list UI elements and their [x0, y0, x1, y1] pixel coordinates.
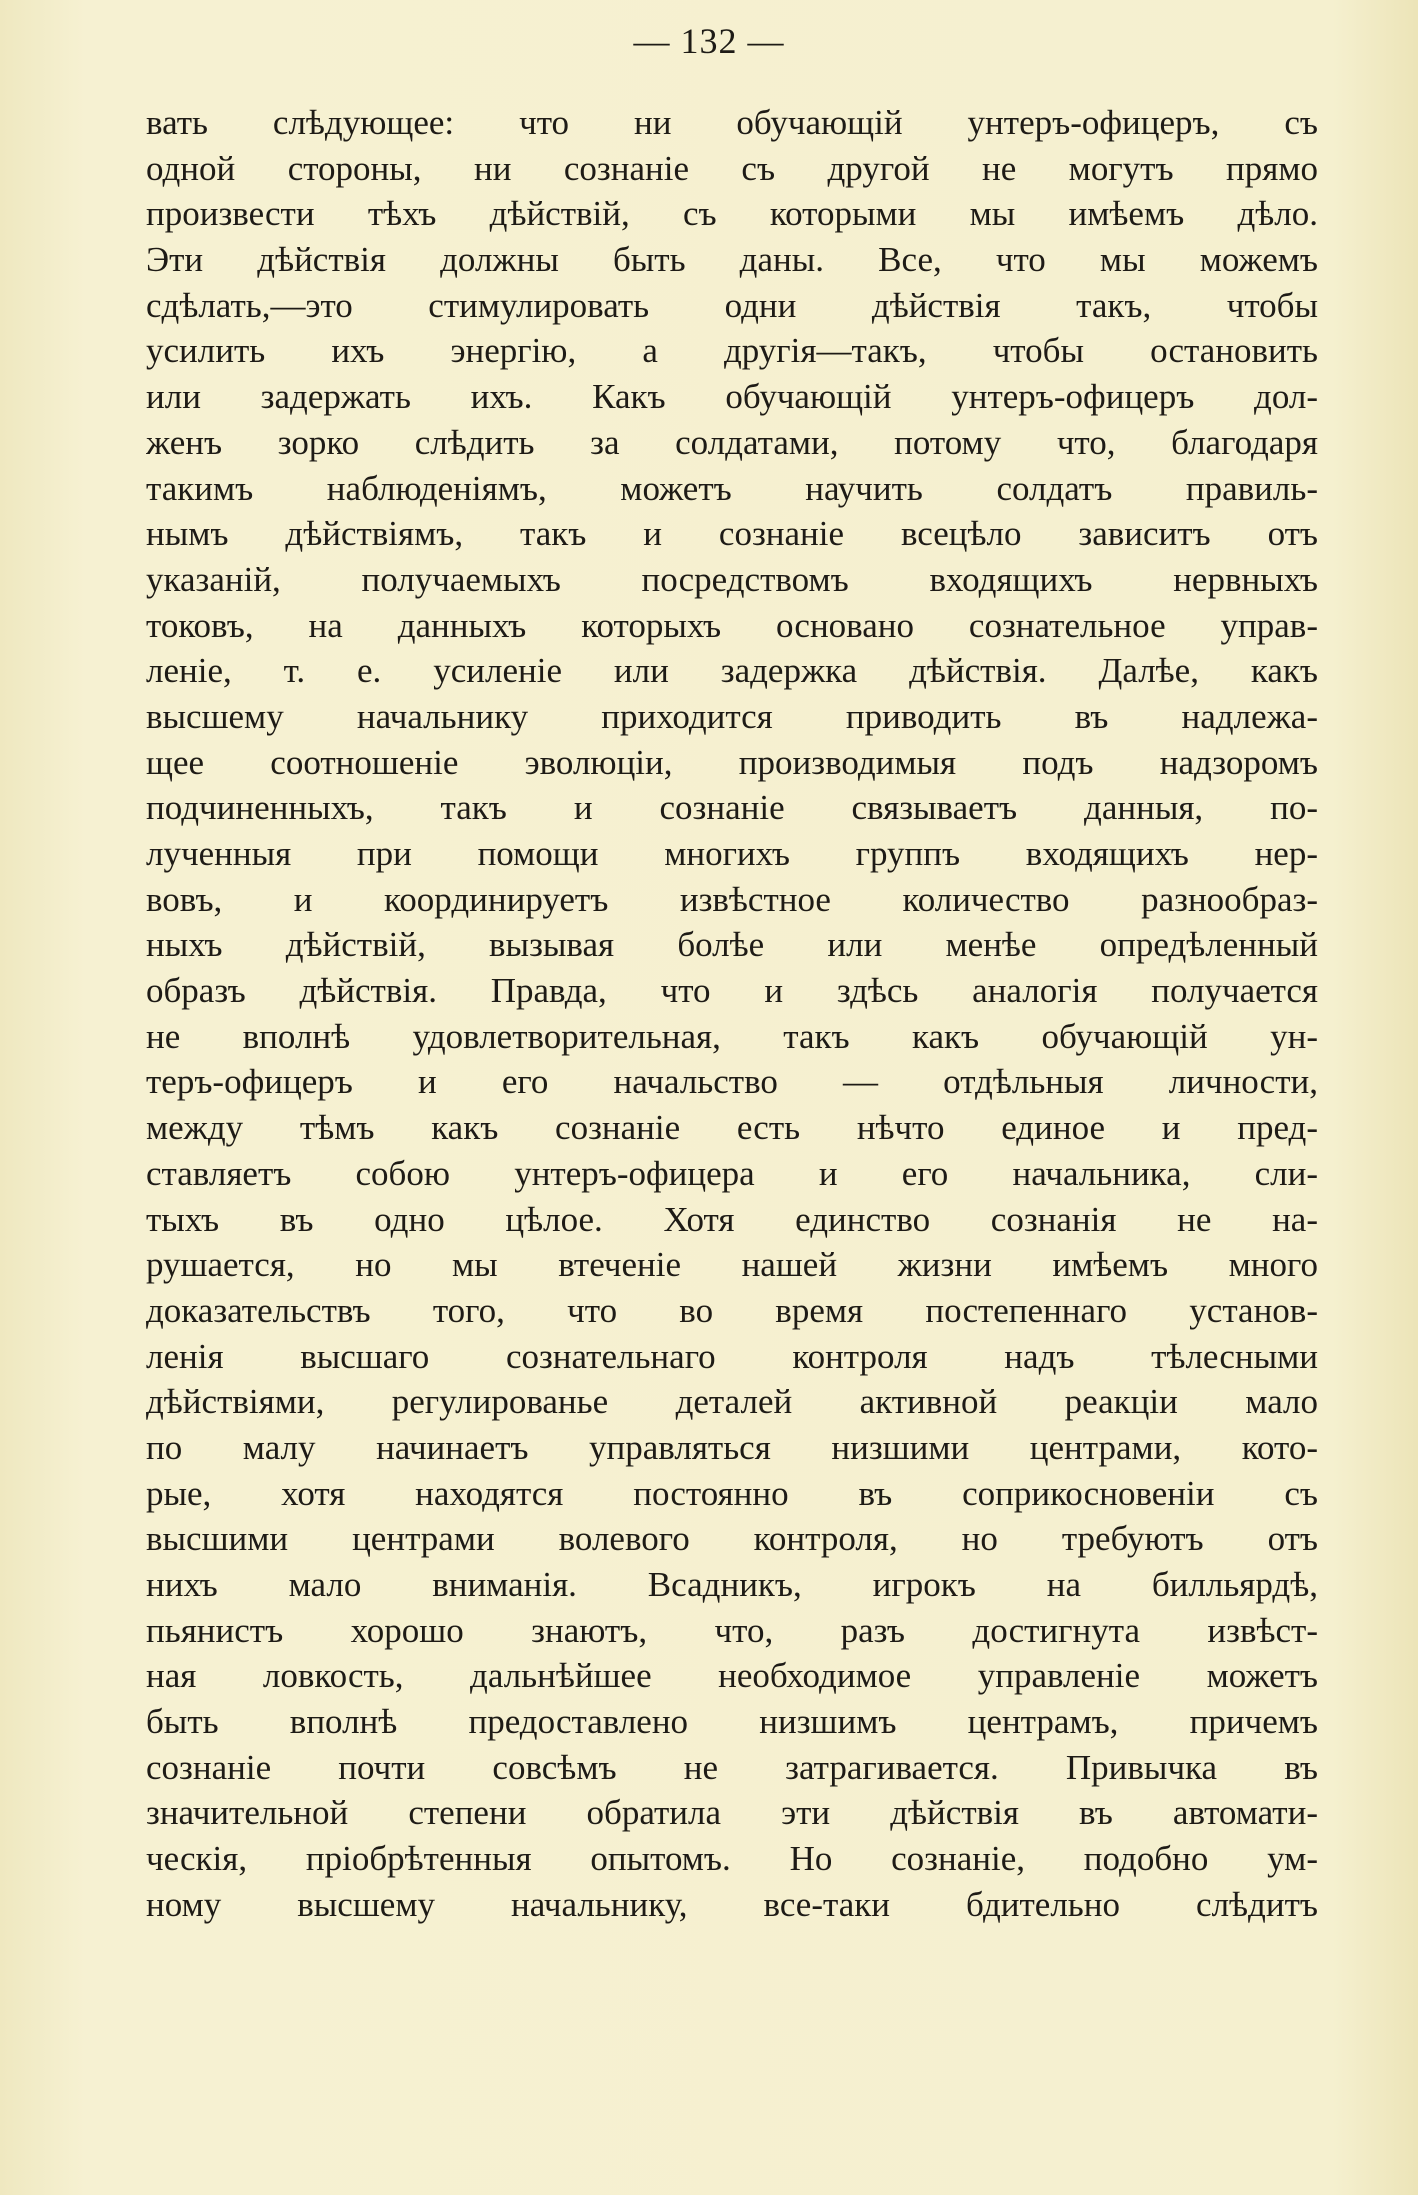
text-line: рушается, но мы втеченіе нашей жизни имѣемъ много — [146, 1245, 1318, 1285]
text-line: токовъ, на данныхъ которыхъ основано сознательное управ- — [146, 605, 1318, 645]
text-line: лученныя при помощи многихъ группъ входящихъ нер- — [146, 834, 1318, 873]
text-line: рые, хотя находятся постоянно въ соприкосновеніи съ — [146, 1473, 1318, 1513]
text-line: сознаніе почти совсѣмъ не затрагивается. Привычка въ — [146, 1747, 1318, 1787]
text-line: дѣйствіями, регулированье деталей активной реакціи мало — [146, 1382, 1318, 1422]
text-line: нымъ дѣйствіямъ, такъ и сознаніе всецѣло зависитъ отъ — [146, 514, 1318, 554]
text-line: произвести тѣхъ дѣйствій, съ которыми мы имѣемъ дѣло. — [146, 194, 1318, 234]
text-line: не вполнѣ удовлетворительная, такъ какъ обучающій ун- — [146, 1016, 1318, 1056]
text-line: ленія высшаго сознательнаго контроля надъ тѣлесными — [146, 1336, 1318, 1376]
text-line: щее соотношеніе эволюціи, производимыя подъ надзоромъ — [146, 742, 1318, 782]
text-line: по малу начинаетъ управляться низшими центрами, кото- — [146, 1427, 1318, 1467]
text-line: вовъ, и координируетъ извѣстное количество разнообраз- — [146, 879, 1318, 919]
text-line: леніе, т. е. усиленіе или задержка дѣйствія. Далѣе, какъ — [146, 651, 1318, 691]
text-line: ставляетъ собою унтеръ-офицера и его начальника, сли- — [146, 1153, 1318, 1193]
text-line: тыхъ въ одно цѣлое. Хотя единство сознанія не на- — [146, 1199, 1318, 1239]
text-line: женъ зорко слѣдить за солдатами, потому что, благодаря — [146, 422, 1318, 462]
text-line: ныхъ дѣйствій, вызывая болѣе или менѣе опредѣленный — [146, 925, 1318, 965]
text-line: быть вполнѣ предоставлено низшимъ центрамъ, причемъ — [146, 1702, 1318, 1742]
text-line: указаній, получаемыхъ посредствомъ входящихъ нервныхъ — [146, 559, 1318, 599]
text-line: нихъ мало вниманія. Всадникъ, игрокъ на билльярдѣ, — [146, 1565, 1318, 1604]
body-text — [146, 100, 1318, 1928]
text-line: теръ-офицеръ и его начальство — отдѣльныя личности, — [146, 1062, 1318, 1102]
text-line: одной стороны, ни сознаніе съ другой не могутъ прямо — [146, 148, 1318, 188]
text-line: значительной степени обратила эти дѣйствія въ автомати- — [146, 1793, 1318, 1833]
text-line: подчиненныхъ, такъ и сознаніе связываетъ данныя, по- — [146, 788, 1318, 828]
text-line: ному высшему начальнику, все-таки бдительно слѣдитъ — [146, 1884, 1318, 1924]
text-line: такимъ наблюденіямъ, можетъ научить солдатъ правиль- — [146, 468, 1318, 508]
page-number: — 132 — — [633, 21, 785, 61]
text-line: образъ дѣйствія. Правда, что и здѣсь аналогія получается — [146, 971, 1318, 1011]
text-line: между тѣмъ какъ сознаніе есть нѣчто единое и пред- — [146, 1108, 1318, 1148]
text-line: Эти дѣйствія должны быть даны. Все, что мы можемъ — [146, 240, 1318, 280]
text-line: вать слѣдующее: что ни обучающій унтеръ-офицеръ, съ — [146, 103, 1318, 142]
text-line: доказательствъ того, что во время постепеннаго установ- — [146, 1290, 1318, 1330]
text-line: пьянистъ хорошо знаютъ, что, разъ достигнута извѣст- — [146, 1610, 1318, 1650]
text-line: усилить ихъ энергію, а другія—такъ, чтобы остановить — [146, 331, 1318, 371]
text-line: или задержать ихъ. Какъ обучающій унтеръ-офицеръ дол- — [146, 377, 1318, 417]
text-line: высшему начальнику приходится приводить въ надлежа- — [146, 696, 1318, 736]
text-line: ческія, пріобрѣтенныя опытомъ. Но сознаніе, подобно ум- — [146, 1839, 1318, 1879]
text-line: высшими центрами волевого контроля, но требуютъ отъ — [146, 1519, 1318, 1559]
text-line: ная ловкость, дальнѣйшее необходимое управленіе можетъ — [146, 1656, 1318, 1696]
text-line: сдѣлать,—это стимулировать одни дѣйствія такъ, чтобы — [146, 285, 1318, 325]
